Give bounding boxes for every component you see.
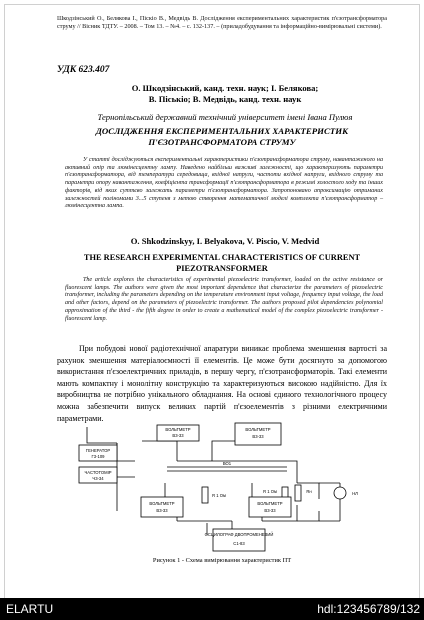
title-ukrainian: ДОСЛІДЖЕННЯ ЕКСПЕРИМЕНТАЛЬНИХ ХАРАКТЕРИСТИК П'ЄЗОТРАНСФОРМАТОРА СТРУМУ — [95, 126, 349, 147]
voltmeter-mid-right-label: ВОЛЬТМЕТР — [257, 501, 283, 506]
repository-name: ELARTU — [6, 602, 54, 616]
voltmeter-mid-left-label: ВОЛЬТМЕТР — [149, 501, 175, 506]
citation: Шкодзінський О., Белякова І., Піскіо В., Медвідь В. Дослідження експериментальних характеристик п'єзотрансформатора струму // Вісник ТДТУ. – 2008. – Том 13. – №4. – с. 132-137. – (приладобудування та інформаційно-вимірювальні системи). — [57, 15, 387, 31]
authors-ua-line1: О. Шкодзінський, канд. техн. наук; І. Белякова; — [131, 83, 319, 93]
authors-ukrainian — [65, 83, 385, 105]
voltmeter-mid-right-model: В3-33 — [264, 508, 276, 513]
institution: Тернопільський державний технічний університет імені Івана Пулюя — [97, 112, 353, 122]
udk-code: УДК 623.407 — [57, 65, 110, 75]
voltmeter-mid-right-box — [249, 497, 291, 517]
frequency-meter-label: ЧАСТОТОМІР — [84, 470, 112, 475]
voltmeter-top-right-label: ВОЛЬТМЕТР — [245, 427, 271, 432]
load-label: Rн — [306, 489, 312, 494]
handle-identifier[interactable]: hdl:123456789/132 — [317, 602, 420, 616]
voltmeter-mid-left-model: В3-33 — [156, 508, 168, 513]
figure-caption: Рисунок 1 - Схема вимірювання характеристик ПТ — [152, 557, 292, 564]
oscilloscope-model: С1-83 — [233, 541, 245, 546]
document-page — [4, 4, 420, 600]
title-english: THE RESEARCH EXPERIMENTAL CHARACTERISTICS OF CURRENT PIEZOTRANSFORMER — [83, 253, 361, 273]
voltmeter-top-left-model: В3-33 — [172, 433, 184, 438]
pt-label: ВО1 — [222, 461, 232, 466]
voltmeter-top-left-label: ВОЛЬТМЕТР — [165, 427, 191, 432]
resistor-right-label: R 1 Ом — [263, 489, 277, 494]
frequency-meter-model: Ч3-34 — [92, 476, 104, 481]
voltmeter-top-right-model: В3-33 — [252, 434, 264, 439]
abstract-english: The article explores the characteristics of experimental piezoelectric transformer, loaded on the active resistance or fluorescent lamps. The authors were given the most important dependence that characterize the parameters of piezoelectric transformer, including the parameters depending on the temperature environment input voltage, frequency input voltage, the load and other factors, depend on the parameters of piezoelectric transformer. The authors proposed pilot dependencies polynomial approximation of the third - the fifth degree in order to create a mathematical model of the complex piezoelectric transformer - fluorescent lamp. — [65, 277, 383, 322]
authors-ua-line2: В. Піськіо; В. Медвідь, канд. техн. наук — [148, 94, 302, 104]
viewer-footer-bar — [0, 598, 424, 620]
oscilloscope-label: ОСЦИЛОГРАФ ДВОПРОМЕНЕВИЙ — [204, 532, 274, 537]
abstract-ukrainian: У статті досліджуються експериментальні характеристики п'єзотрансформатора струму, навантаженого на активний опір та люмінесцентну лампу. Наведено найбільш важливі залежності, що характеризують параметри п'єзотрансформатора, від температури середовища, вхідної напруги, частоти вхідної напруги, вхідного струму та параметри опору навантаження, коефіцієнта трансформації п'єзотрансформатора в режимі холостого ходу та інших факторів, від яких суттєво залежать параметри п'єзотрансформатора. Запропоновано апроксимацію отриманих залежностей поліномами 3...5 ступеня з метою створення математичної моделі комплекта п'єзотрансформатор – люмінесцентна лампа. — [65, 157, 383, 210]
voltmeter-mid-left-box — [141, 497, 183, 517]
generator-label: ГЕНЕРАТОР — [85, 448, 111, 453]
resistor-left-label: R 1 Ом — [212, 493, 226, 498]
authors-english: O. Shkodzinskyy, I. Belyakova, V. Piscio, V. Medvid — [130, 236, 320, 246]
generator-model: Г3-109 — [91, 454, 105, 459]
lamp-label: НЛ — [352, 491, 358, 496]
measurement-circuit-diagram — [57, 421, 387, 553]
body-paragraph: При побудові нової радіотехнічної апаратури виникає проблема зменшення вартості за рахунок зменшення матеріалоємності її елементів. Це може бути досягнуто за допомогою використання п'єзоелектричних приладів, в першу чергу, п'єзотрансформаторів. Такі елементи мають компактну і монолітну конструкцію та характеризуються високою надійністю. Для їх виробництва не потрібно унікального обладнання. На основі єдиного технологічного процесу можна забезпечити випуск великих партій п'єзоелементів з різними електричними параметрами. — [57, 344, 387, 423]
